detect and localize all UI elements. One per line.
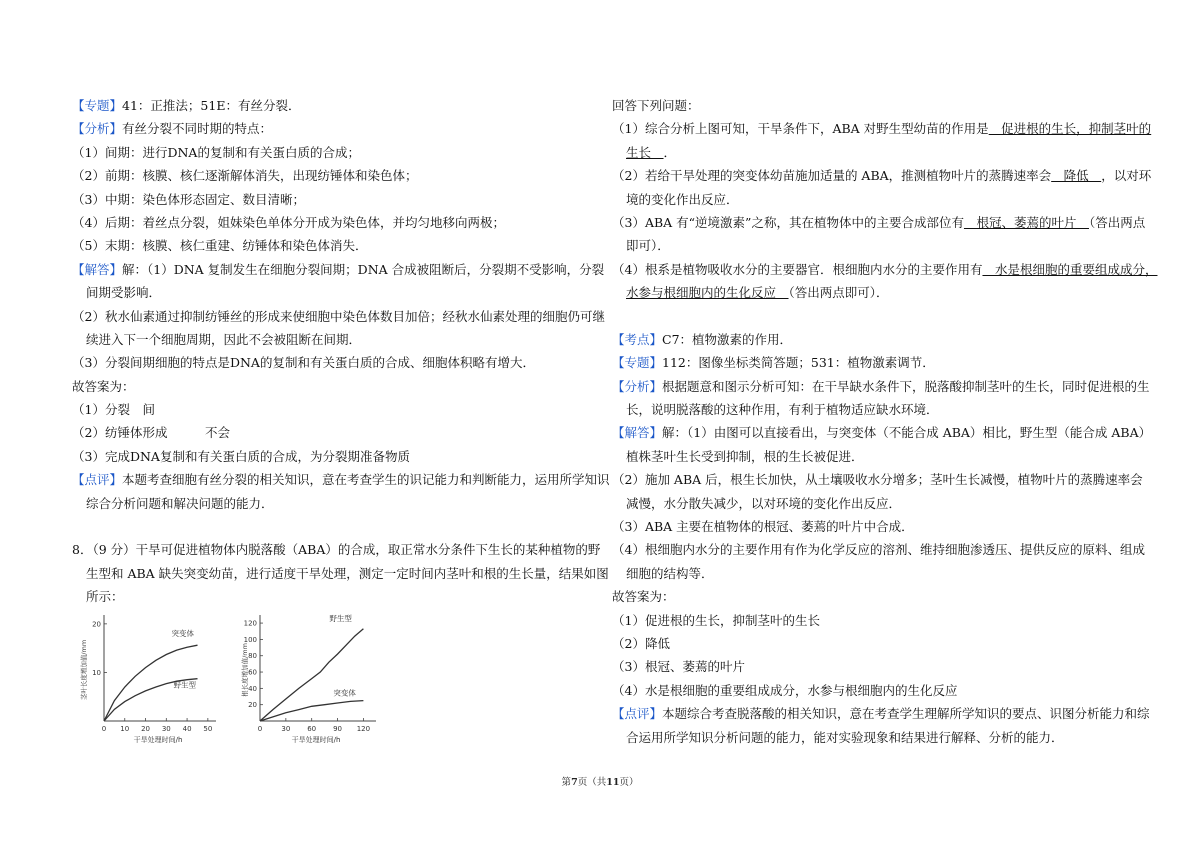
q1-text: （1）综合分析上图可知，干旱条件下，ABA 对野生型幼苗的作用是 (612, 121, 989, 137)
comment-tag-2: 【点评】 (612, 706, 663, 722)
analysis-text-2: 根据题意和图示分析可知：在干旱缺水条件下，脱落酸抑制茎叶的生长，同时促进根的生 (662, 378, 1150, 394)
x-tick-label: 90 (333, 724, 342, 733)
footer-page-number: 7 (571, 777, 578, 788)
q1-answer-cont: 生长 (626, 144, 664, 160)
q3-line (612, 211, 1146, 234)
answer-3: （3）完成DNA复制和有关蛋白质的合成，为分裂期准备物质 (72, 448, 410, 464)
knowledge-tag: 【考点】 (612, 331, 663, 347)
phase-interphase: （1）间期：进行DNA的复制和有关蛋白质的合成； (72, 144, 360, 160)
series-line-0 (260, 628, 363, 720)
y-tick-label: 10 (92, 668, 101, 677)
q4-line-2 (612, 281, 1132, 304)
analysis-cont-2: 长，说明脱落酸的这种作用，有利于植物适应缺水环境． (626, 402, 939, 418)
comment-text: 本题考查细胞有丝分裂的相关知识，意在考查学生的识记能力和判断能力，运用所学知识 (122, 472, 610, 488)
comment-cont: 综合分析问题和解决问题的能力． (86, 495, 274, 511)
q2-text-post: ，以对环 (1101, 168, 1152, 184)
series-label-0: 野生型 (329, 613, 352, 623)
x-tick-label: 50 (203, 724, 213, 733)
q3-cont: 即可）． (626, 238, 670, 254)
page-footer (0, 774, 1200, 788)
answer-2-1: （1）促进根的生长，抑制茎叶的生长 (612, 612, 820, 628)
solution-text-2: 解：（1）由图可以直接看出，与突变体（不能合成 ABA）相比，野生型（能合成 ABA） (662, 425, 1152, 441)
phase-prophase: （2）前期：核膜、核仁逐渐解体消失，出现纺锤体和染色体； (72, 168, 418, 184)
y-tick-label: 100 (243, 635, 257, 644)
q4-text: （4）根系是植物吸收水分的主要器官．根细胞内水分的主要作用有 (612, 261, 983, 277)
phase-metaphase: （3）中期：染色体形态固定、数目清晰； (72, 191, 305, 207)
topic-text: 41：正推法；51E：有丝分裂． (122, 98, 301, 113)
x-tick-label: 10 (120, 724, 130, 733)
q3-text-post: （答出两点 (1088, 214, 1146, 230)
solution-cont-2: 植株茎叶生长受到抑制，根的生长被促进． (626, 448, 864, 464)
x-tick-label: 40 (182, 724, 192, 733)
comment-text-2: 本题综合考查脱落酸的相关知识，意在考查学生理解所学知识的要点、识图分析能力和综 (662, 706, 1150, 722)
answer-heading: 故答案为： (72, 378, 135, 394)
y-tick-label: 80 (248, 651, 257, 660)
comment-line (72, 468, 610, 491)
solution-3: （3）分裂间期细胞的特点是DNA的复制和有关蛋白质的合成、细胞体积略有增大． (72, 355, 535, 371)
footer-mid: 页（共 (577, 777, 607, 788)
questions-intro: 回答下列问题： (612, 98, 700, 113)
x-tick-label: 60 (307, 724, 317, 733)
answer-1: （1）分裂 间 (72, 402, 155, 418)
solution-tag-2: 【解答】 (612, 425, 663, 441)
question-8-line-1: 8．（9 分）干旱可促进植物体内脱落酸（ABA）的合成，取正常水分条件下生长的某种植物的野 (72, 542, 601, 558)
topic-tag-2: 【专题】 (612, 355, 663, 371)
topic-tag: 【专题】 (72, 98, 123, 113)
x-tick-label: 30 (161, 724, 171, 733)
footer-pre: 第 (561, 777, 572, 788)
x-axis-title: 干旱处理时间/h (133, 735, 183, 744)
solution-2-2: （2）施加 ABA 后，根生长加快，从土壤吸收水分增多；茎叶生长减慢，植物叶片的蒸腾速率会 (612, 472, 1143, 488)
solution-line (72, 258, 605, 281)
answer-2-4: （4）水是根细胞的重要组成成分，水参与根细胞内的生化反应 (612, 682, 958, 698)
q1-line-2 (612, 141, 1132, 164)
q3-text: （3）ABA 有“逆境激素”之称，其在植物体中的主要合成部位有 (612, 214, 964, 230)
solution-text: 解：（1）DNA 复制发生在细胞分裂间期；DNA 合成被阻断后，分裂期不受影响，分裂 (122, 261, 605, 277)
solution-4-2-cont: 细胞的结构等． (626, 565, 714, 581)
figure-charts (72, 609, 592, 744)
answer-2-3: （3）根冠、萎蔫的叶片 (612, 659, 745, 675)
solution-cont: 间期受影响． (86, 285, 162, 301)
answer-2: （2）纺锤体形成 不会 (72, 425, 230, 441)
solution-3-2: （3）ABA 主要在植物体的根冠、萎蔫的叶片中合成． (612, 519, 914, 535)
answer-heading-2: 故答案为： (612, 589, 675, 605)
q4-answer: 水是根细胞的重要组成成分， (982, 261, 1158, 277)
right-column (612, 94, 1158, 749)
q4-text-post: （答出两点即可）． (788, 285, 889, 301)
q2-line (612, 164, 1152, 187)
knowledge-line (612, 328, 1132, 351)
analysis-line-2 (612, 375, 1150, 398)
x-tick-label: 20 (141, 724, 150, 733)
topic-text-2: 112：图像坐标类简答题；531：植物激素调节． (662, 355, 935, 371)
comment-cont-2: 合运用所学知识分析问题的能力，能对实验现象和结果进行解释、分析的能力． (626, 729, 1064, 745)
footer-post: 页） (619, 777, 639, 788)
q2-cont: 境的变化作出反应． (626, 191, 739, 207)
series-line-1 (260, 700, 363, 720)
x-axis-title: 干旱处理时间/h (291, 735, 341, 744)
y-tick-label: 20 (248, 700, 257, 709)
topic-line-2 (612, 351, 1132, 374)
left-column (72, 94, 610, 744)
solution-line-2 (612, 421, 1152, 444)
solution-2-cont: 续进入下一个细胞周期，因此不会被阻断在间期． (86, 331, 362, 347)
y-axis-title: 根长度增加值/mm (241, 642, 249, 697)
x-tick-label: 30 (281, 724, 291, 733)
q4-answer-cont: 水参与根细胞内的生化反应 (626, 285, 789, 301)
y-tick-label: 120 (243, 619, 257, 628)
series-label-1: 野生型 (173, 680, 196, 690)
analysis-tag: 【分析】 (72, 121, 123, 137)
series-label-0: 突变体 (171, 628, 194, 638)
solution-2: （2）秋水仙素通过抑制纺锤丝的形成来使细胞中染色体数目加倍；经秋水仙素处理的细胞仍可继 (72, 308, 605, 324)
phase-telophase: （5）末期：核膜、核仁重建、纺锤体和染色体消失． (72, 238, 368, 254)
analysis-text: 有丝分裂不同时期的特点： (122, 121, 273, 137)
x-tick-label: 0 (257, 724, 263, 733)
solution-2-2-cont: 减慢，水分散失减少，以对环境的变化作出反应． (626, 495, 902, 511)
answer-2-2: （2）降低 (612, 635, 670, 651)
footer-total-pages: 11 (606, 777, 620, 788)
analysis-tag-2: 【分析】 (612, 378, 663, 394)
shoot-growth-chart (72, 609, 222, 744)
question-8-line-2: 生型和 ABA 缺失突变幼苗，进行适度干旱处理，测定一定时间内茎叶和根的生长量，结果如图 (86, 565, 609, 581)
solution-4-2: （4）根细胞内水分的主要作用有作为化学反应的溶剂、维持细胞渗透压、提供反应的原料、组成 (612, 542, 1145, 558)
knowledge-text: C7：植物激素的作用． (662, 331, 793, 347)
topic-line (72, 94, 592, 117)
series-label-1: 突变体 (333, 688, 356, 698)
comment-line-2 (612, 702, 1150, 725)
q2-text: （2）若给干旱处理的突变体幼苗施加适量的 ABA，推测植物叶片的蒸腾速率会 (612, 168, 1052, 184)
x-tick-label: 120 (356, 724, 371, 733)
x-tick-label: 0 (101, 724, 107, 733)
q1-line (612, 117, 1152, 140)
q1-period: ． (663, 144, 677, 160)
question-8-line-3: 所示： (86, 589, 124, 605)
analysis-line (72, 117, 592, 140)
q3-answer: 根冠、萎蔫的叶片 (963, 214, 1089, 230)
y-tick-label: 40 (248, 684, 257, 693)
solution-tag: 【解答】 (72, 261, 123, 277)
y-tick-label: 20 (92, 619, 101, 628)
y-tick-label: 60 (248, 668, 257, 677)
q2-answer: 降低 (1051, 168, 1102, 184)
comment-tag: 【点评】 (72, 472, 123, 488)
q4-line (612, 258, 1158, 281)
phase-anaphase: （4）后期：着丝点分裂，姐妹染色单体分开成为染色体，并均匀地移向两极； (72, 214, 505, 230)
root-growth-chart (240, 609, 380, 744)
q1-answer: 促进根的生长，抑制茎叶的 (988, 121, 1152, 137)
y-axis-title: 茎叶长度增加值/mm (80, 639, 88, 700)
